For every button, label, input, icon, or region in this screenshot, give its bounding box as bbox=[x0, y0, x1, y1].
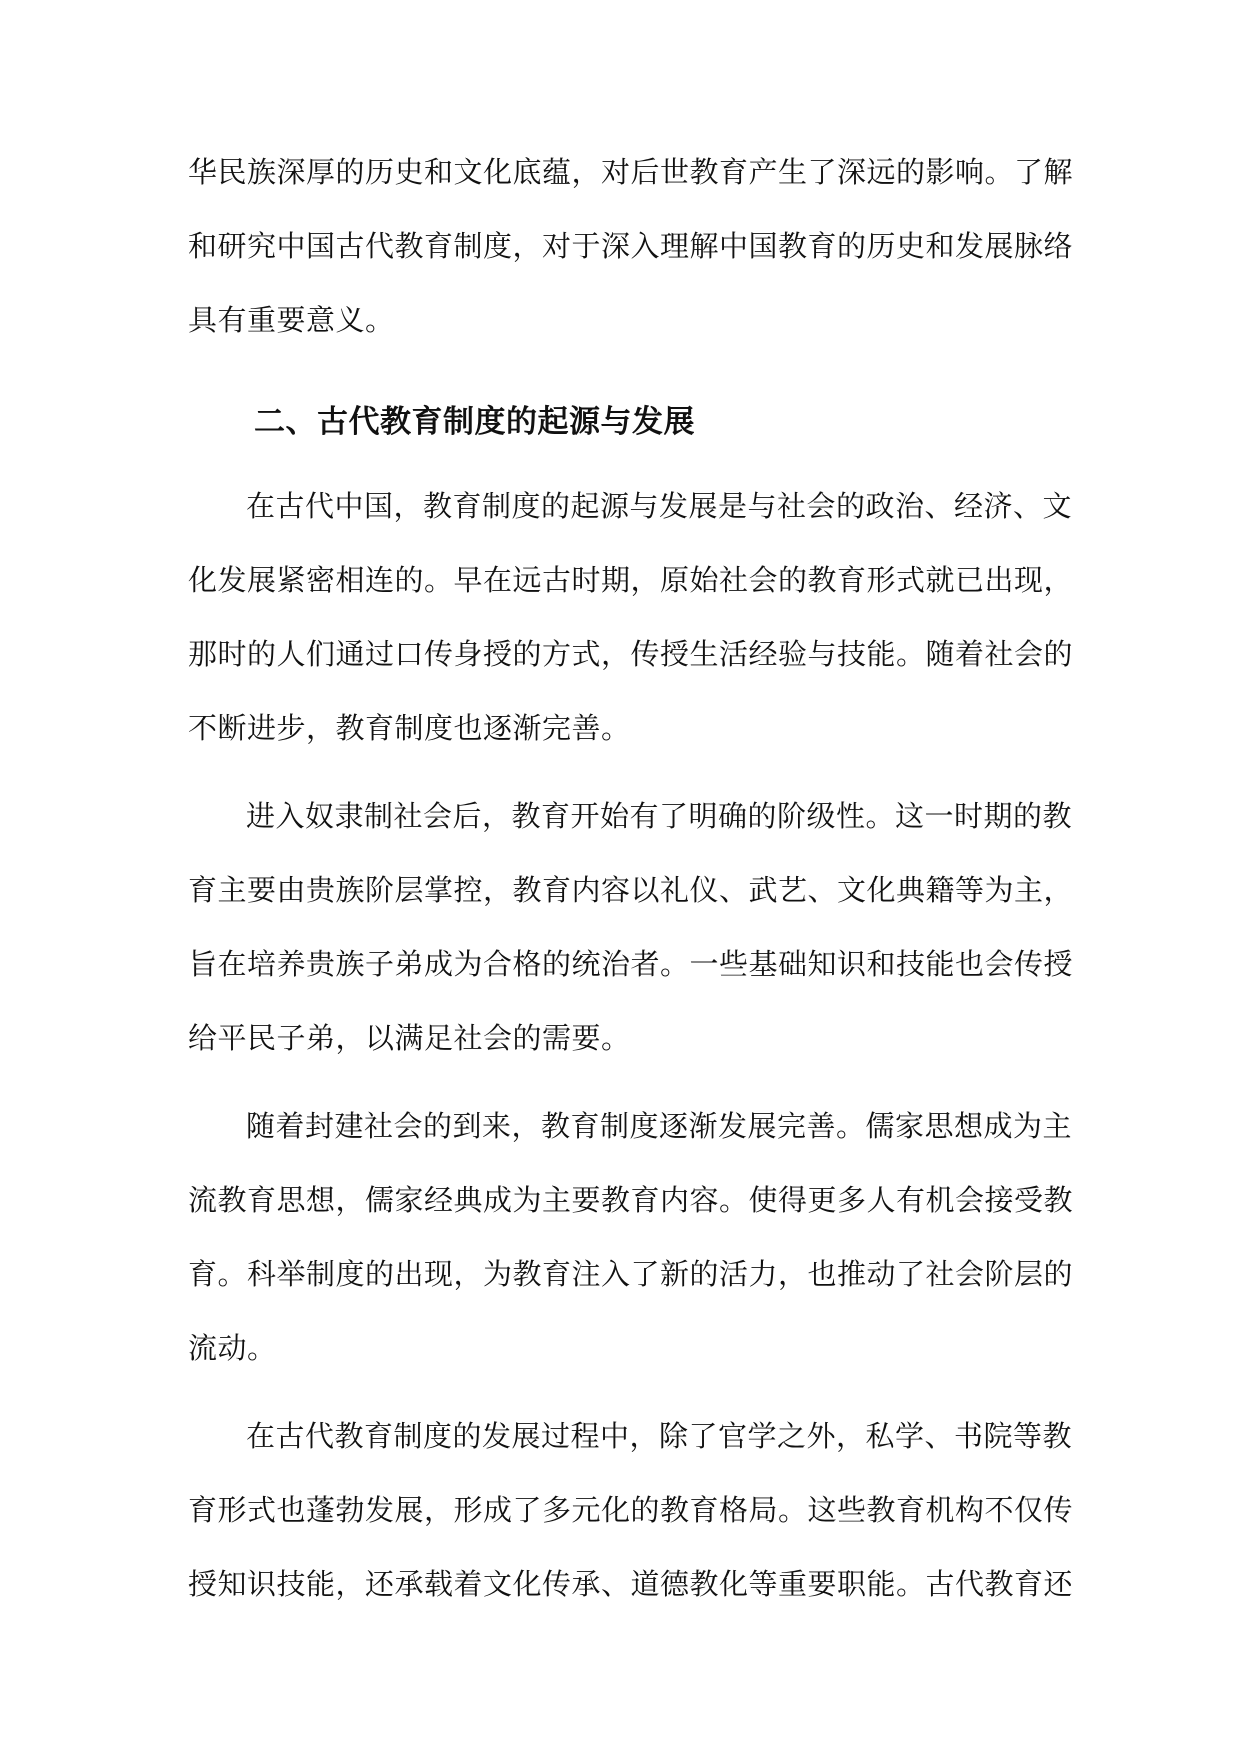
text-line: 和研究中国古代教育制度，对于深入理解中国教育的历史和发展脉络 bbox=[188, 229, 1074, 263]
document-body bbox=[188, 142, 1074, 1628]
paragraph bbox=[188, 1406, 1074, 1628]
paragraph-spacer bbox=[188, 1392, 1068, 1406]
paragraph bbox=[188, 1096, 1074, 1392]
text-line: 给平民子弟，以满足社会的需要。 bbox=[188, 1021, 631, 1055]
paragraph bbox=[188, 786, 1074, 1082]
text-line: 育。科举制度的出现，为教育注入了新的活力，也推动了社会阶层的 bbox=[188, 1257, 1074, 1291]
paragraph-spacer bbox=[188, 772, 1068, 786]
text-line: 流教育思想，儒家经典成为主要教育内容。使得更多人有机会接受教 bbox=[188, 1183, 1074, 1217]
text-line: 流动。 bbox=[188, 1331, 277, 1365]
text-line: 育主要由贵族阶层掌控，教育内容以礼仪、武艺、文化典籍等为主， bbox=[188, 873, 1074, 907]
paragraph bbox=[188, 476, 1074, 772]
text-line: 化发展紧密相连的。早在远古时期，原始社会的教育形式就已出现， bbox=[188, 563, 1074, 597]
text-line: 进入奴隶制社会后，教育开始有了明确的阶级性。这一时期的教 bbox=[246, 799, 1073, 833]
text-line: 具有重要意义。 bbox=[188, 303, 395, 337]
text-line: 不断进步，教育制度也逐渐完善。 bbox=[188, 711, 631, 745]
text-line: 旨在培养贵族子弟成为合格的统治者。一些基础知识和技能也会传授 bbox=[188, 947, 1074, 981]
section-heading: 二、古代教育制度的起源与发展 bbox=[254, 404, 695, 440]
text-line: 在古代中国，教育制度的起源与发展是与社会的政治、经济、文 bbox=[246, 489, 1073, 523]
intro-paragraph bbox=[188, 142, 1074, 364]
text-line: 华民族深厚的历史和文化底蕴，对后世教育产生了深远的影响。了解 bbox=[188, 155, 1074, 189]
text-line: 随着封建社会的到来，教育制度逐渐发展完善。儒家思想成为主 bbox=[246, 1109, 1073, 1143]
text-line: 在古代教育制度的发展过程中，除了官学之外，私学、书院等教 bbox=[246, 1419, 1073, 1453]
text-line: 授知识技能，还承载着文化传承、道德教化等重要职能。古代教育还 bbox=[188, 1567, 1074, 1601]
text-line: 那时的人们通过口传身授的方式，传授生活经验与技能。随着社会的 bbox=[188, 637, 1074, 671]
text-line: 育形式也蓬勃发展，形成了多元化的教育格局。这些教育机构不仅传 bbox=[188, 1493, 1074, 1527]
paragraph-spacer bbox=[188, 1082, 1068, 1096]
